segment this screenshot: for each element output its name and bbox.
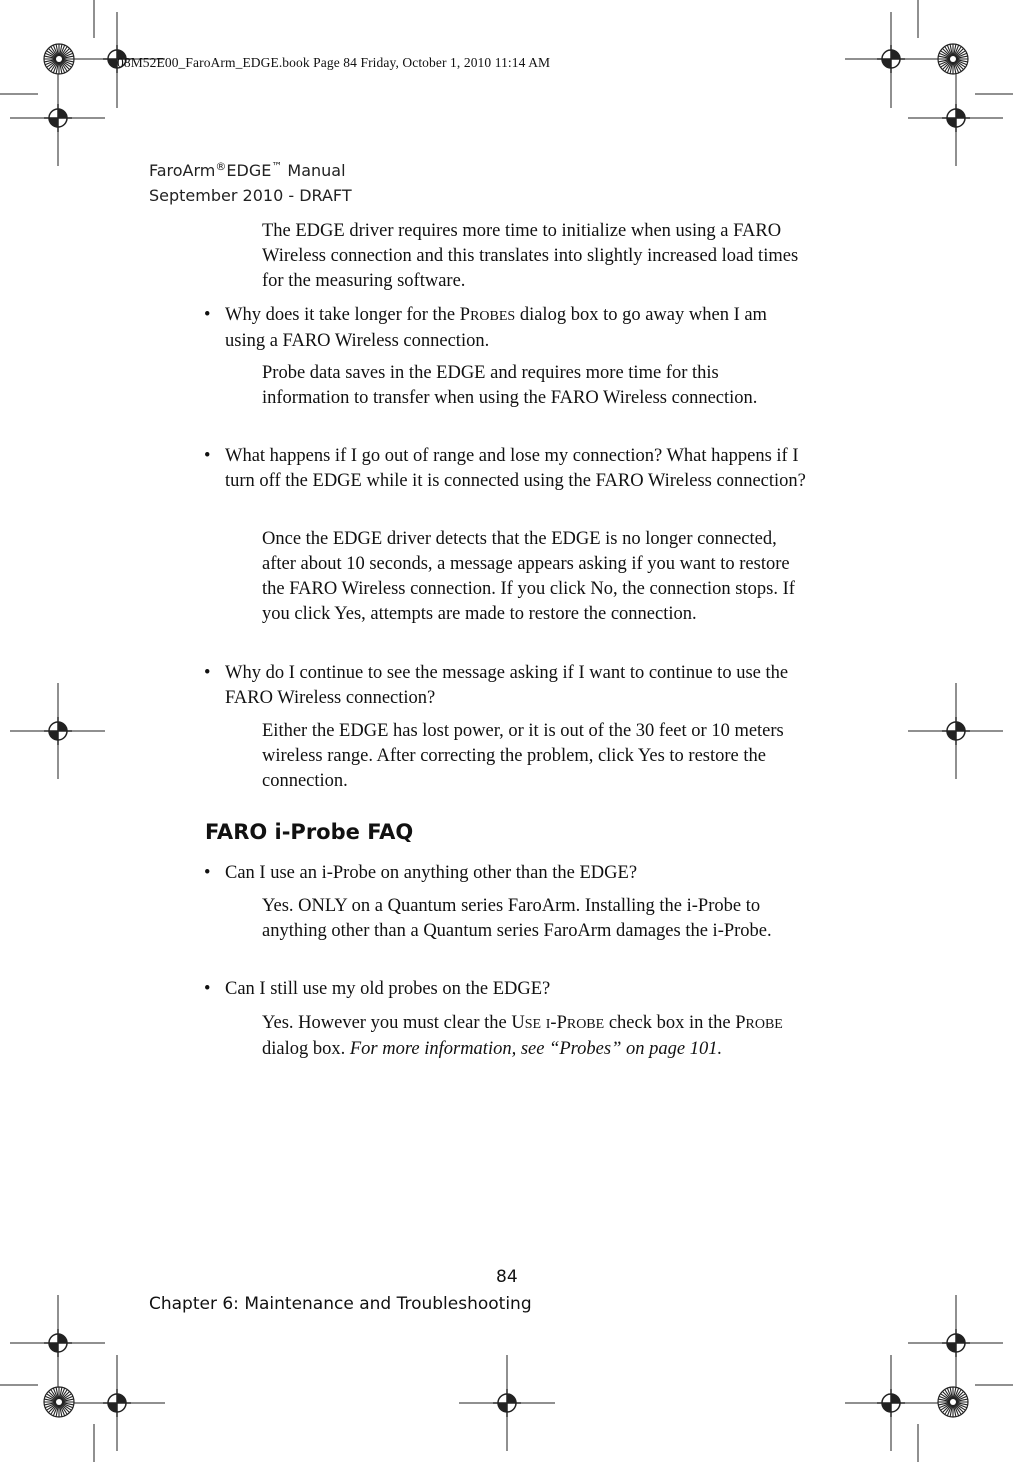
bullet: • [204,305,211,325]
bullet: • [204,663,211,683]
answer-paragraph: Yes. ONLY on a Quantum series FaroArm. Installing the i-Probe to anything other than a Quantum series FaroArm damages the i-Probe. [262,896,772,941]
ui-term: U [511,1013,525,1033]
ui-term: P [556,1013,567,1033]
chapter-footer: Chapter 6: Maintenance and Troubleshooting [149,1294,532,1314]
answer-text: dialog box. [262,1039,350,1059]
ui-term: P [459,305,471,325]
manual-title-part3: Manual [282,161,346,180]
question-text: Why do I continue to see the message asking if I want to continue to use the FARO Wireless connection? [225,663,789,708]
faq-question [204,861,810,886]
answer-text: check box in the [604,1013,736,1033]
bullet: • [204,446,211,466]
question-text: Can I use an i-Probe on anything other than the EDGE? [225,863,638,883]
trademark-mark: ™ [271,160,283,173]
question-text: What happens if I go out of range and lose my connection? What happens if I turn off the EDGE while it is connected using the FARO Wireless connection? [225,446,806,491]
bullet: • [204,863,211,883]
ui-term-smallcaps: I [545,1017,551,1032]
question-text: Can I still use my old probes on the EDGE? [225,979,551,999]
question-text: dialog box to go away when I am using a FARO Wireless connection. [225,305,767,351]
ui-term-smallcaps: ROBES [470,309,516,324]
ui-term-smallcaps: ROBE [745,1017,783,1032]
answer-paragraph: The EDGE driver requires more time to initialize when using a FARO Wireless connection and this translates into slightly increased load times for the measuring software. [262,221,799,291]
print-slug: 08M52E00_FaroArm_EDGE.book Page 84 Friday, October 1, 2010 11:14 AM [117,55,551,70]
ui-term: - [550,1013,557,1033]
answer-paragraph: Probe data saves in the EDGE and requires more time for this information to transfer when using the FARO Wireless connection. [262,363,758,408]
section-heading: FARO i-Probe FAQ [205,820,414,844]
ui-term-smallcaps: SE [524,1017,542,1032]
faq-question [204,661,810,711]
manual-title [149,160,346,180]
bullet: • [204,979,211,999]
manual-title-part2: EDGE [226,161,272,180]
cross-reference-link[interactable]: For more information, see “Probes” on page 101. [349,1039,723,1059]
faq-question [204,303,810,354]
faq-question [204,977,810,1002]
manual-subtitle: September 2010 - DRAFT [149,186,352,205]
ui-term: P [735,1013,746,1033]
registered-mark: ® [215,160,227,173]
question-text: Why does it take longer for the [225,305,460,325]
answer-paragraph [262,1011,802,1062]
ui-term-smallcaps: ROBE [566,1017,605,1032]
answer-text: Yes. However you must clear the [262,1013,512,1033]
answer-paragraph: Either the EDGE has lost power, or it is out of the 30 feet or 10 meters wireless range. After correcting the problem, click Yes to restore the connection. [262,721,784,791]
page-number: 84 [496,1267,518,1287]
answer-paragraph: Once the EDGE driver detects that the EDGE is no longer connected, after about 10 seconds, a message appears asking if you want to restore the FARO Wireless connection. If you click No, the connection stops. If you click Yes, attempts are made to restore the connection. [262,529,795,624]
faq-question [204,444,810,494]
manual-title-part1: FaroArm [149,161,216,180]
